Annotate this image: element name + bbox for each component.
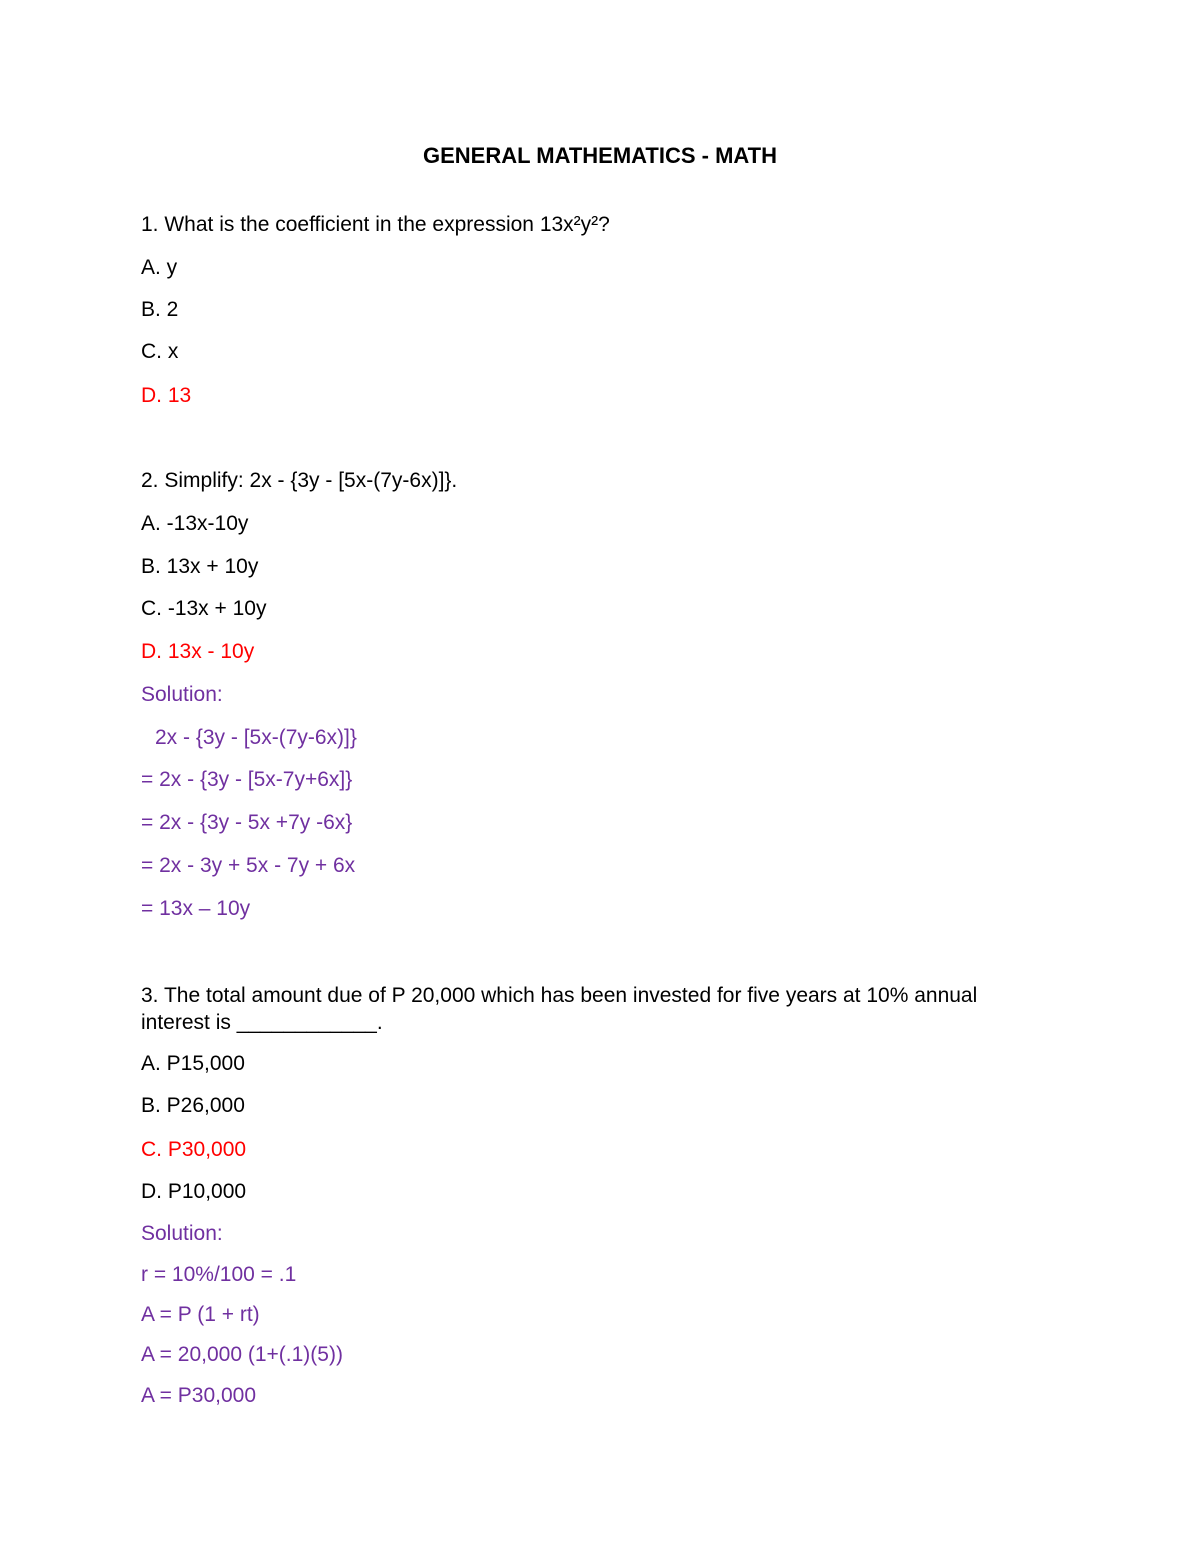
question-1-option-d-answer: D. 13 [141,384,192,407]
question-2-solution-label: Solution: [141,683,223,706]
question-1-option-a: A. y [141,256,178,279]
question-2-solution-step: 2x - {3y - [5x-(7y-6x)]} [155,726,357,749]
question-3-solution-step: A = 20,000 (1+(.1)(5)) [141,1343,343,1366]
question-1-option-b: B. 2 [141,298,179,321]
question-3-option-d: D. P10,000 [141,1180,247,1203]
question-1-text: 1. What is the coefficient in the expression 13x²y²? [141,213,610,236]
question-2-solution-step: = 13x – 10y [141,897,251,920]
question-2-solution-step: = 2x - {3y - 5x +7y -6x} [141,811,353,834]
question-2-solution-step: = 2x - {3y - [5x-7y+6x]} [141,768,353,791]
question-3-option-b: B. P26,000 [141,1094,245,1117]
question-2-option-d-answer: D. 13x - 10y [141,640,255,663]
question-2-solution-step: = 2x - 3y + 5x - 7y + 6x [141,854,356,877]
question-1-option-c: C. x [141,340,179,363]
question-2-option-a: A. -13x-10y [141,512,249,535]
question-3-solution-step: A = P (1 + rt) [141,1303,260,1326]
question-2-text: 2. Simplify: 2x - {3y - [5x-(7y-6x)]}. [141,469,458,492]
question-3-solution-step: r = 10%/100 = .1 [141,1263,297,1286]
question-2-option-b: B. 13x + 10y [141,555,259,578]
question-3-text: 3. The total amount due of P 20,000 which has been invested for five years at 10% annual interest is ____________. [141,984,978,1034]
question-3-option-a: A. P15,000 [141,1052,245,1075]
question-3-solution-label: Solution: [141,1222,223,1245]
page-title: GENERAL MATHEMATICS - MATH [422,143,777,168]
question-3-option-c-answer: C. P30,000 [141,1138,247,1161]
question-3-solution-step: A = P30,000 [141,1384,257,1407]
question-2-option-c: C. -13x + 10y [141,597,267,620]
